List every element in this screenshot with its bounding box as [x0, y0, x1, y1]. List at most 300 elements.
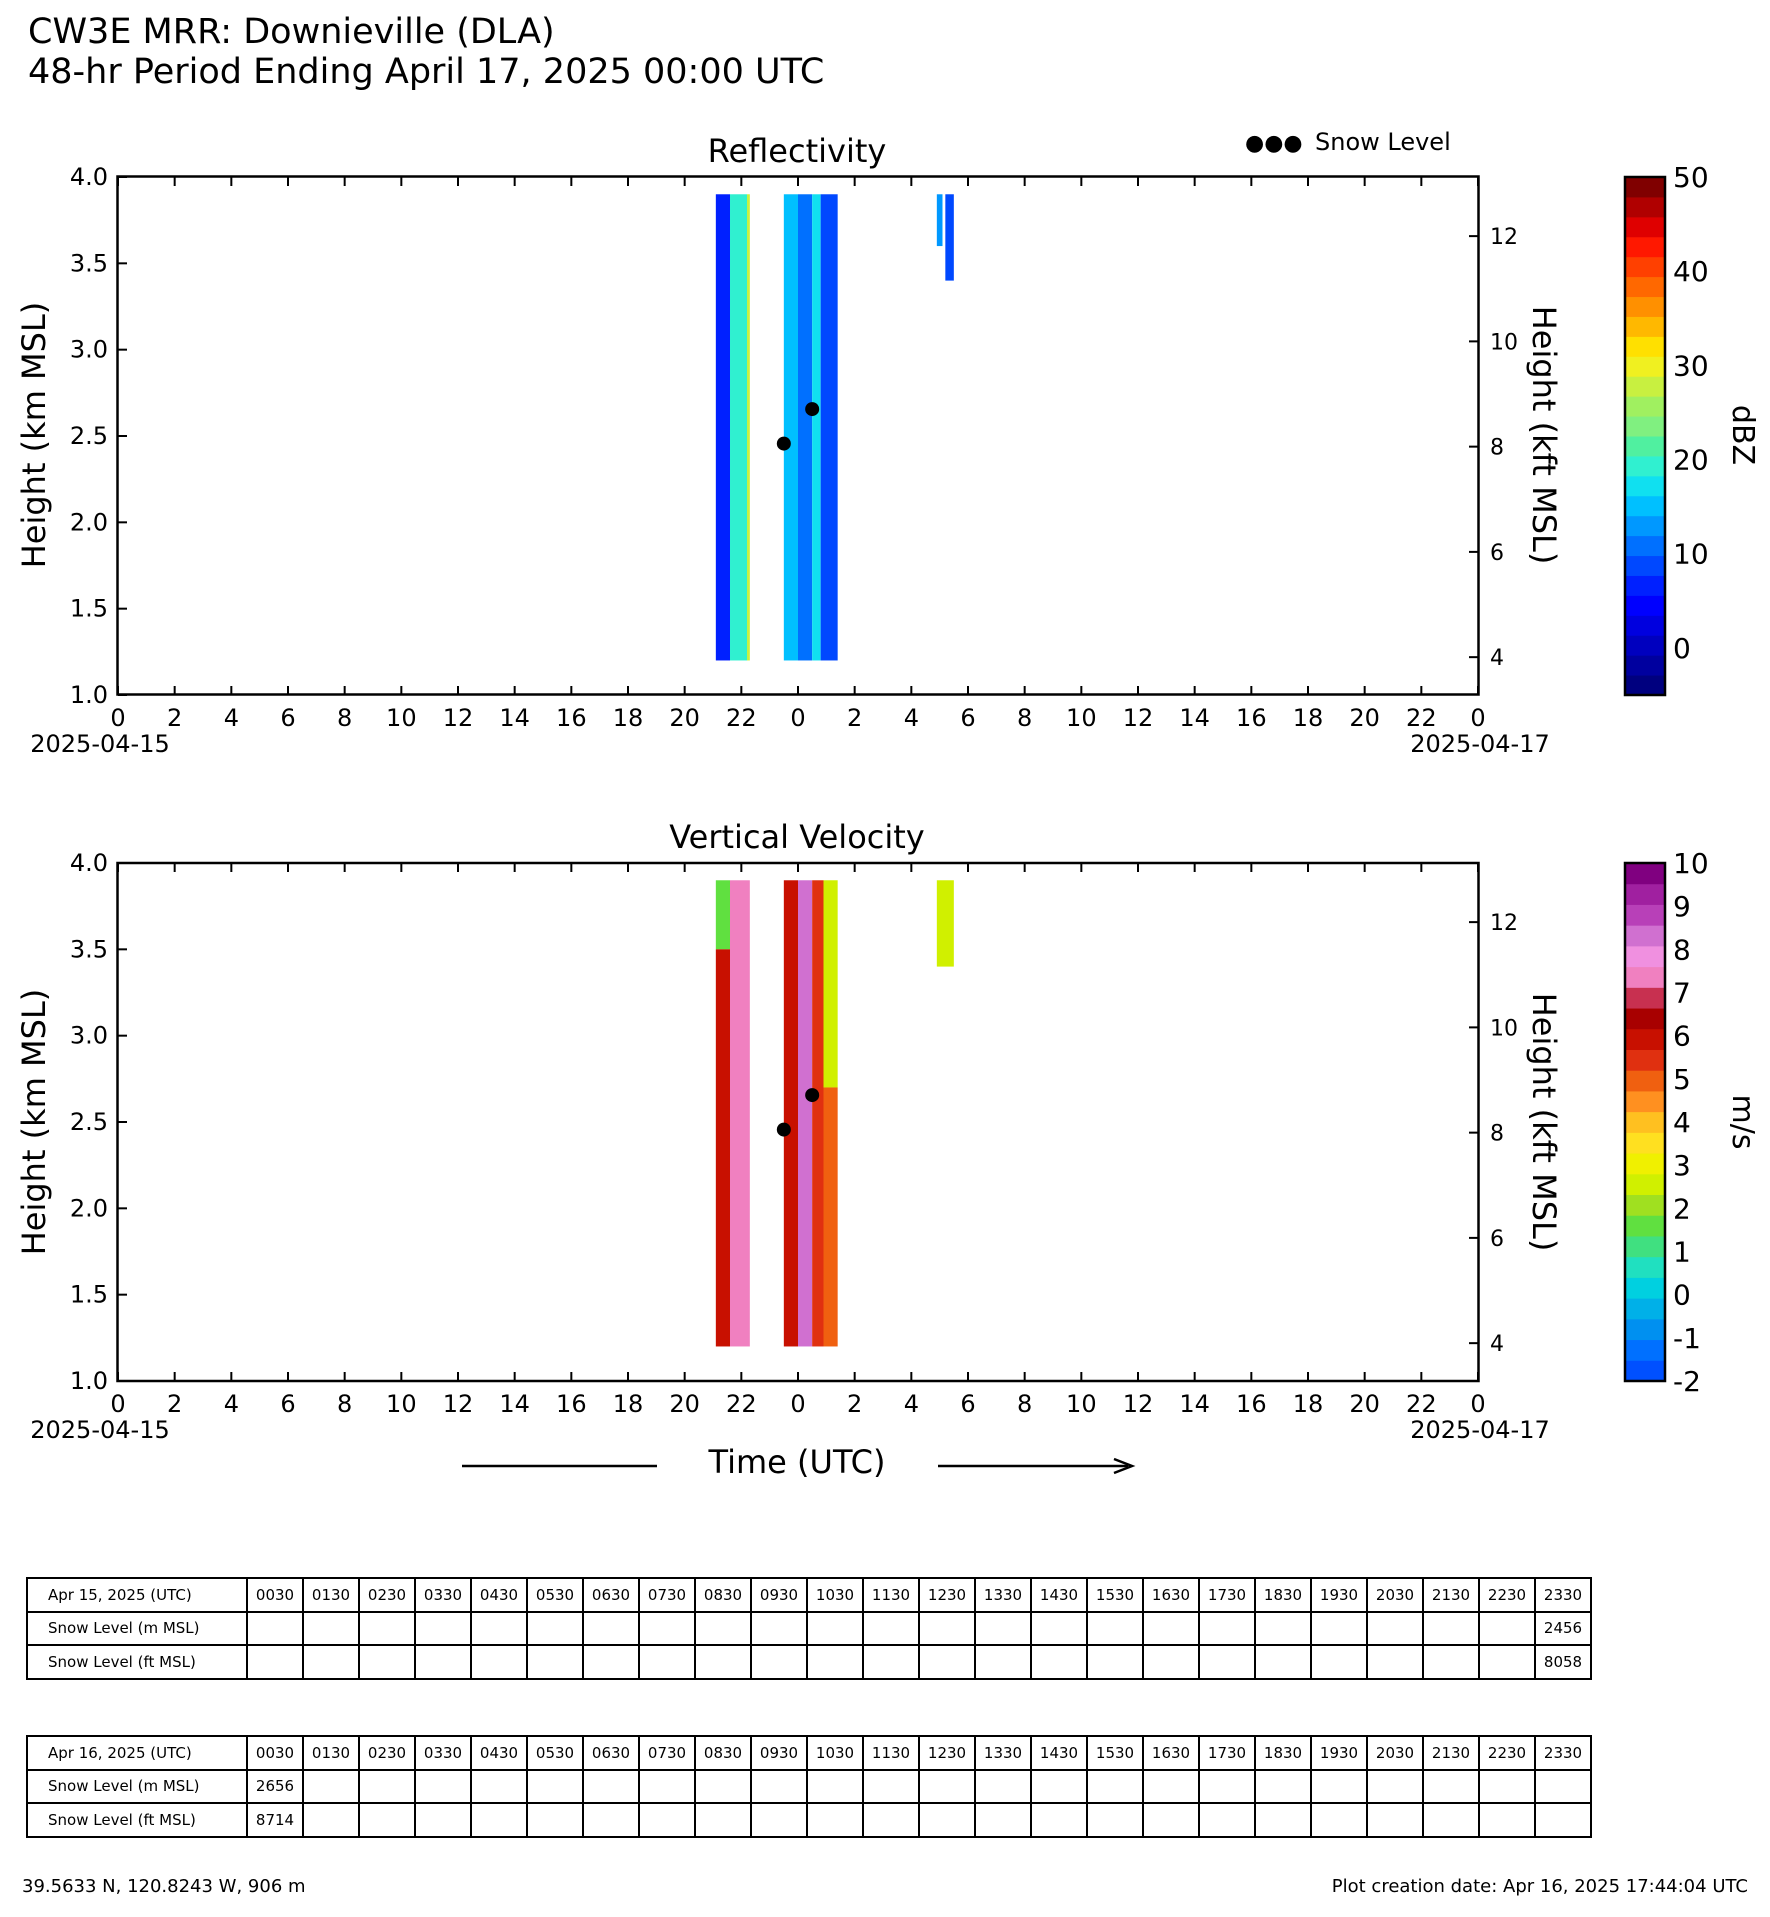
time-cell: 1330: [975, 1736, 1031, 1770]
time-cell: 1030: [807, 1578, 863, 1612]
x-tick-label: 2: [847, 704, 863, 732]
time-cell: 0630: [583, 1736, 639, 1770]
value-cell: [1255, 1645, 1311, 1679]
value-cell: [1031, 1645, 1087, 1679]
time-cell: 2130: [1423, 1736, 1479, 1770]
y-tick-label: 4.0: [69, 163, 108, 191]
echo-block: [945, 194, 954, 280]
value-cell: [1479, 1612, 1535, 1646]
value-cell: [1143, 1612, 1199, 1646]
value-cell: [1311, 1612, 1367, 1646]
value-cell: [471, 1645, 527, 1679]
colorbar-segment: [1625, 277, 1665, 297]
time-cell: 0230: [359, 1736, 415, 1770]
time-cell: 1330: [975, 1578, 1031, 1612]
x-tick-label: 22: [1406, 1390, 1437, 1418]
x-tick-label: 6: [280, 1390, 296, 1418]
row-label: Snow Level (ft MSL): [27, 1803, 247, 1837]
reflectivity-ylabel: Height (km MSL): [15, 301, 53, 569]
colorbar-segment: [1625, 1049, 1665, 1070]
time-cell: 1630: [1143, 1578, 1199, 1612]
x-tick-label: 4: [903, 704, 919, 732]
value-cell: [975, 1612, 1031, 1646]
colorbar-segment: [1625, 575, 1665, 595]
value-cell: [1087, 1645, 1143, 1679]
value-cell: [1535, 1770, 1591, 1804]
velocity-colorbar-label: m/s: [1725, 1094, 1760, 1150]
snow-level-point: [777, 1123, 791, 1137]
value-cell: [863, 1612, 919, 1646]
value-cell: [1031, 1803, 1087, 1837]
value-cell: [583, 1803, 639, 1837]
colorbar-segment: [1625, 675, 1665, 695]
colorbar-segment: [1625, 237, 1665, 257]
time-cell: 0830: [695, 1736, 751, 1770]
colorbar-segment: [1625, 1319, 1665, 1340]
legend-snow-level: Snow Level: [1315, 128, 1451, 156]
colorbar-tick-label: 4: [1673, 1106, 1691, 1139]
x-tick-label: 4: [223, 1390, 239, 1418]
value-cell: [415, 1803, 471, 1837]
snow-level-point: [805, 1088, 819, 1102]
colorbar-tick-label: 10: [1673, 537, 1709, 571]
value-cell: [1311, 1645, 1367, 1679]
colorbar-segment: [1625, 316, 1665, 336]
reflectivity-start-date: 2025-04-15: [30, 730, 170, 758]
value-cell: [1367, 1803, 1423, 1837]
echo-block: [937, 194, 943, 246]
chart-subtitle: 48-hr Period Ending April 17, 2025 00:00 UTC: [28, 52, 825, 92]
vertical-velocity-start-date: 2025-04-15: [30, 1416, 170, 1444]
y-tick-label: 1.5: [69, 1280, 108, 1309]
y-tick-label: 1.0: [69, 1367, 108, 1395]
value-cell: [1199, 1645, 1255, 1679]
time-cell: 1830: [1255, 1736, 1311, 1770]
colorbar-segment: [1625, 925, 1665, 946]
x-tick-label: 22: [1406, 704, 1437, 732]
value-cell: [583, 1612, 639, 1646]
echo-block: [730, 880, 750, 1346]
value-cell: [695, 1803, 751, 1837]
x-tick-label: 8: [1017, 1390, 1033, 1418]
echo-block: [824, 1087, 838, 1346]
value-cell: [1423, 1612, 1479, 1646]
x-tick-label: 8: [337, 1390, 353, 1418]
colorbar-segment: [1625, 946, 1665, 967]
x-tick-label: 2: [167, 704, 183, 732]
value-cell: [247, 1612, 303, 1646]
value-cell: [863, 1770, 919, 1804]
time-cell: 0530: [527, 1578, 583, 1612]
value-cell: [415, 1770, 471, 1804]
y-right-tick-label: 4: [1490, 1332, 1504, 1358]
x-tick-label: 12: [442, 1390, 474, 1418]
time-cell: 1630: [1143, 1736, 1199, 1770]
colorbar-segment: [1625, 556, 1665, 576]
value-cell: [1367, 1612, 1423, 1646]
row-label: Snow Level (ft MSL): [27, 1645, 247, 1679]
value-cell: [303, 1803, 359, 1837]
value-cell: [359, 1612, 415, 1646]
y-right-tick-label: 12: [1490, 225, 1518, 251]
colorbar-segment: [1625, 1298, 1665, 1319]
y-tick-label: 3.0: [69, 335, 108, 364]
table-header-label: Apr 15, 2025 (UTC): [27, 1578, 247, 1612]
value-cell: 8714: [247, 1803, 303, 1837]
value-cell: [359, 1645, 415, 1679]
colorbar-segment: [1625, 217, 1665, 237]
y-right-tick-label: 12: [1490, 911, 1518, 937]
value-cell: [1311, 1770, 1367, 1804]
colorbar-segment: [1625, 615, 1665, 635]
colorbar-tick-label: 6: [1673, 1019, 1691, 1053]
value-cell: [303, 1645, 359, 1679]
colorbar-segment: [1625, 595, 1665, 615]
time-cell: 1730: [1199, 1578, 1255, 1612]
value-cell: [751, 1645, 807, 1679]
value-cell: [919, 1770, 975, 1804]
value-cell: [639, 1770, 695, 1804]
x-tick-label: 6: [960, 1390, 976, 1418]
y-tick-label: 3.5: [69, 935, 108, 964]
x-tick-label: 12: [1122, 704, 1154, 732]
time-cell: 1230: [919, 1736, 975, 1770]
time-cell: 0130: [303, 1578, 359, 1612]
colorbar-segment: [1625, 655, 1665, 675]
station-location: 39.5633 N, 120.8243 W, 906 m: [22, 1876, 306, 1897]
x-tick-label: 22: [726, 1390, 757, 1418]
colorbar-segment: [1625, 336, 1665, 356]
vertical-velocity-ylabel-right: Height (kft MSL): [1525, 992, 1563, 1252]
colorbar-segment: [1625, 1195, 1665, 1216]
value-cell: [1087, 1612, 1143, 1646]
x-tick-label: 6: [280, 704, 296, 732]
y-right-tick-label: 10: [1490, 1016, 1518, 1042]
colorbar-segment: [1625, 1091, 1665, 1112]
value-cell: [807, 1803, 863, 1837]
time-cell: 0530: [527, 1736, 583, 1770]
y-right-tick-label: 8: [1490, 435, 1504, 461]
value-cell: [975, 1803, 1031, 1837]
colorbar-segment: [1625, 1340, 1665, 1361]
value-cell: 2656: [247, 1770, 303, 1804]
velocity-colorbar: [1625, 847, 1709, 1398]
value-cell: [919, 1645, 975, 1679]
time-cell: 1530: [1087, 1736, 1143, 1770]
value-cell: [639, 1803, 695, 1837]
colorbar-segment: [1625, 987, 1665, 1008]
colorbar-segment: [1625, 456, 1665, 476]
table-header-row: [27, 1736, 1591, 1770]
snow-level-table-apr15: [26, 1577, 1592, 1680]
vertical-velocity-title: Vertical Velocity: [669, 818, 925, 856]
value-cell: [1143, 1645, 1199, 1679]
x-tick-label: 18: [1292, 704, 1324, 732]
colorbar-segment: [1625, 177, 1665, 197]
reflectivity-title: Reflectivity: [707, 132, 887, 170]
value-cell: [639, 1612, 695, 1646]
time-cell: 0730: [639, 1578, 695, 1612]
value-cell: [807, 1770, 863, 1804]
colorbar-tick-label: 2: [1673, 1192, 1691, 1226]
x-tick-label: 20: [669, 1390, 700, 1418]
value-cell: [1143, 1803, 1199, 1837]
table-header-row: [27, 1578, 1591, 1612]
colorbar-tick-label: 8: [1673, 933, 1691, 967]
row-label: Snow Level (m MSL): [27, 1612, 247, 1646]
value-cell: [1087, 1770, 1143, 1804]
x-tick-label: 20: [1349, 704, 1380, 732]
colorbar-tick-label: 7: [1673, 976, 1691, 1010]
colorbar-segment: [1625, 967, 1665, 988]
time-cell: 0930: [751, 1578, 807, 1612]
colorbar-tick-label: 10: [1673, 847, 1709, 880]
colorbar-tick-label: 0: [1673, 631, 1691, 665]
echo-block: [784, 194, 798, 660]
echo-block: [798, 194, 812, 660]
time-cell: 0730: [639, 1736, 695, 1770]
value-cell: [415, 1612, 471, 1646]
echo-block: [824, 880, 838, 1087]
value-cell: [1031, 1770, 1087, 1804]
time-cell: 0630: [583, 1578, 639, 1612]
colorbar-segment: [1625, 1070, 1665, 1091]
value-cell: [1479, 1645, 1535, 1679]
colorbar-tick-label: -2: [1673, 1365, 1701, 1398]
colorbar-segment: [1625, 356, 1665, 376]
x-tick-label: 14: [1179, 704, 1210, 732]
colorbar-segment: [1625, 1360, 1665, 1381]
vertical-velocity-panel: [15, 818, 1760, 1481]
row-label: Snow Level (m MSL): [27, 1770, 247, 1804]
echo-block: [716, 194, 730, 660]
reflectivity-panel: [15, 132, 1760, 758]
colorbar-segment: [1625, 1132, 1665, 1153]
colorbar-tick-label: 3: [1673, 1149, 1691, 1183]
value-cell: [471, 1770, 527, 1804]
x-tick-label: 0: [790, 704, 806, 732]
vertical-velocity-echo-layer: [716, 880, 954, 1346]
x-tick-label: 10: [1066, 704, 1097, 732]
colorbar-segment: [1625, 297, 1665, 317]
colorbar-segment: [1625, 1174, 1665, 1195]
value-cell: [303, 1612, 359, 1646]
time-cell: 0030: [247, 1736, 303, 1770]
value-cell: [1423, 1803, 1479, 1837]
colorbar-segment: [1625, 416, 1665, 436]
value-cell: [471, 1803, 527, 1837]
time-cell: 0330: [415, 1578, 471, 1612]
colorbar-segment: [1625, 476, 1665, 496]
value-cell: [751, 1770, 807, 1804]
colorbar-tick-label: -1: [1673, 1321, 1701, 1355]
value-cell: [975, 1645, 1031, 1679]
time-cell: 1030: [807, 1736, 863, 1770]
value-cell: [863, 1645, 919, 1679]
y-tick-label: 3.5: [69, 249, 108, 278]
colorbar-segment: [1625, 1277, 1665, 1298]
x-tick-label: 0: [110, 704, 126, 732]
time-cell: 2030: [1367, 1736, 1423, 1770]
value-cell: [751, 1612, 807, 1646]
x-tick-label: 0: [110, 1390, 126, 1418]
chart-title: CW3E MRR: Downieville (DLA): [28, 12, 555, 52]
value-cell: [1479, 1803, 1535, 1837]
reflectivity-echo-layer: [716, 194, 954, 660]
x-tick-label: 16: [556, 704, 587, 732]
y-tick-label: 1.5: [69, 594, 108, 623]
y-tick-label: 1.0: [69, 681, 108, 709]
x-tick-label: 18: [612, 1390, 644, 1418]
time-cell: 2330: [1535, 1736, 1591, 1770]
colorbar-segment: [1625, 257, 1665, 277]
reflectivity-ylabel-right: Height (kft MSL): [1525, 305, 1563, 565]
value-cell: 8058: [1535, 1645, 1591, 1679]
time-cell: 1930: [1311, 1736, 1367, 1770]
value-cell: [1255, 1770, 1311, 1804]
x-tick-label: 14: [499, 1390, 530, 1418]
colorbar-segment: [1625, 1153, 1665, 1174]
value-cell: 2456: [1535, 1612, 1591, 1646]
y-tick-label: 4.0: [69, 849, 108, 877]
time-axis-label: Time (UTC): [708, 1443, 886, 1481]
value-cell: [415, 1645, 471, 1679]
value-cell: [1535, 1803, 1591, 1837]
colorbar-segment: [1625, 1257, 1665, 1278]
value-cell: [975, 1770, 1031, 1804]
echo-block: [798, 880, 812, 1346]
echo-block: [730, 194, 747, 660]
value-cell: [583, 1645, 639, 1679]
colorbar-segment: [1625, 197, 1665, 217]
value-cell: [807, 1612, 863, 1646]
value-cell: [359, 1803, 415, 1837]
plot-creation-date: Plot creation date: Apr 16, 2025 17:44:04 UTC: [1331, 1876, 1748, 1897]
y-right-tick-label: 6: [1490, 1226, 1504, 1252]
dbz-colorbar: [1625, 161, 1709, 696]
time-cell: 0930: [751, 1736, 807, 1770]
time-cell: 1230: [919, 1578, 975, 1612]
x-tick-label: 8: [337, 704, 353, 732]
time-cell: 0130: [303, 1736, 359, 1770]
value-cell: [919, 1803, 975, 1837]
colorbar-segment: [1625, 496, 1665, 516]
value-cell: [527, 1770, 583, 1804]
colorbar-segment: [1625, 863, 1665, 884]
echo-block: [821, 194, 838, 660]
time-cell: 0030: [247, 1578, 303, 1612]
time-cell: 1930: [1311, 1578, 1367, 1612]
table-row-snow-level-ft: [27, 1803, 1591, 1837]
x-tick-label: 20: [1349, 1390, 1380, 1418]
x-tick-label: 14: [499, 704, 530, 732]
colorbar-tick-label: 40: [1673, 255, 1709, 289]
value-cell: [527, 1612, 583, 1646]
dbz-colorbar-label: dBZ: [1725, 404, 1760, 466]
colorbar-segment: [1625, 536, 1665, 556]
value-cell: [1255, 1612, 1311, 1646]
x-tick-label: 0: [790, 1390, 806, 1418]
value-cell: [359, 1770, 415, 1804]
value-cell: [1311, 1803, 1367, 1837]
time-cell: 1730: [1199, 1736, 1255, 1770]
x-tick-label: 8: [1017, 704, 1033, 732]
value-cell: [527, 1803, 583, 1837]
value-cell: [527, 1645, 583, 1679]
time-cell: 1430: [1031, 1736, 1087, 1770]
time-cell: 2030: [1367, 1578, 1423, 1612]
colorbar-segment: [1625, 1008, 1665, 1029]
y-tick-label: 2.0: [69, 1194, 108, 1223]
value-cell: [1031, 1612, 1087, 1646]
colorbar-tick-label: 1: [1673, 1235, 1691, 1269]
table-header-label: Apr 16, 2025 (UTC): [27, 1736, 247, 1770]
x-tick-label: 10: [1066, 1390, 1097, 1418]
snow-level-point: [805, 402, 819, 416]
time-cell: 1130: [863, 1736, 919, 1770]
value-cell: [1087, 1803, 1143, 1837]
value-cell: [1423, 1770, 1479, 1804]
colorbar-tick-label: 30: [1673, 349, 1709, 383]
vertical-velocity-ylabel: Height (km MSL): [15, 988, 53, 1256]
colorbar-tick-label: 0: [1673, 1278, 1691, 1312]
x-tick-label: 10: [386, 1390, 417, 1418]
value-cell: [247, 1645, 303, 1679]
value-cell: [303, 1770, 359, 1804]
value-cell: [1479, 1770, 1535, 1804]
x-tick-label: 18: [612, 704, 644, 732]
value-cell: [695, 1770, 751, 1804]
colorbar-segment: [1625, 376, 1665, 396]
time-cell: 1430: [1031, 1578, 1087, 1612]
value-cell: [1143, 1770, 1199, 1804]
table-row-snow-level-ft: [27, 1645, 1591, 1679]
vertical-velocity-end-date: 2025-04-17: [1410, 1416, 1550, 1444]
time-cell: 2330: [1535, 1578, 1591, 1612]
x-tick-label: 18: [1292, 1390, 1324, 1418]
colorbar-segment: [1625, 396, 1665, 416]
y-tick-label: 2.5: [69, 422, 108, 450]
echo-block: [747, 194, 750, 660]
value-cell: [863, 1803, 919, 1837]
colorbar-segment: [1625, 516, 1665, 536]
time-cell: 0830: [695, 1578, 751, 1612]
time-cell: 1830: [1255, 1578, 1311, 1612]
x-tick-label: 10: [386, 704, 417, 732]
y-tick-label: 3.0: [69, 1021, 108, 1050]
time-cell: 0430: [471, 1578, 527, 1612]
y-right-tick-label: 4: [1490, 646, 1504, 672]
x-tick-label: 20: [669, 704, 700, 732]
colorbar-tick-label: 20: [1673, 443, 1709, 477]
value-cell: [807, 1645, 863, 1679]
value-cell: [1199, 1803, 1255, 1837]
value-cell: [751, 1803, 807, 1837]
echo-block: [784, 880, 798, 1346]
time-cell: 2230: [1479, 1736, 1535, 1770]
x-tick-label: 0: [1470, 1390, 1486, 1418]
y-right-tick-label: 6: [1490, 540, 1504, 566]
time-cell: 0430: [471, 1736, 527, 1770]
y-right-tick-label: 8: [1490, 1121, 1504, 1147]
colorbar-tick-label: 9: [1673, 890, 1691, 924]
x-tick-label: 14: [1179, 1390, 1210, 1418]
echo-block: [716, 880, 730, 949]
x-tick-label: 2: [847, 1390, 863, 1418]
echo-block: [812, 880, 823, 1346]
time-cell: 1530: [1087, 1578, 1143, 1612]
x-tick-label: 12: [442, 704, 474, 732]
